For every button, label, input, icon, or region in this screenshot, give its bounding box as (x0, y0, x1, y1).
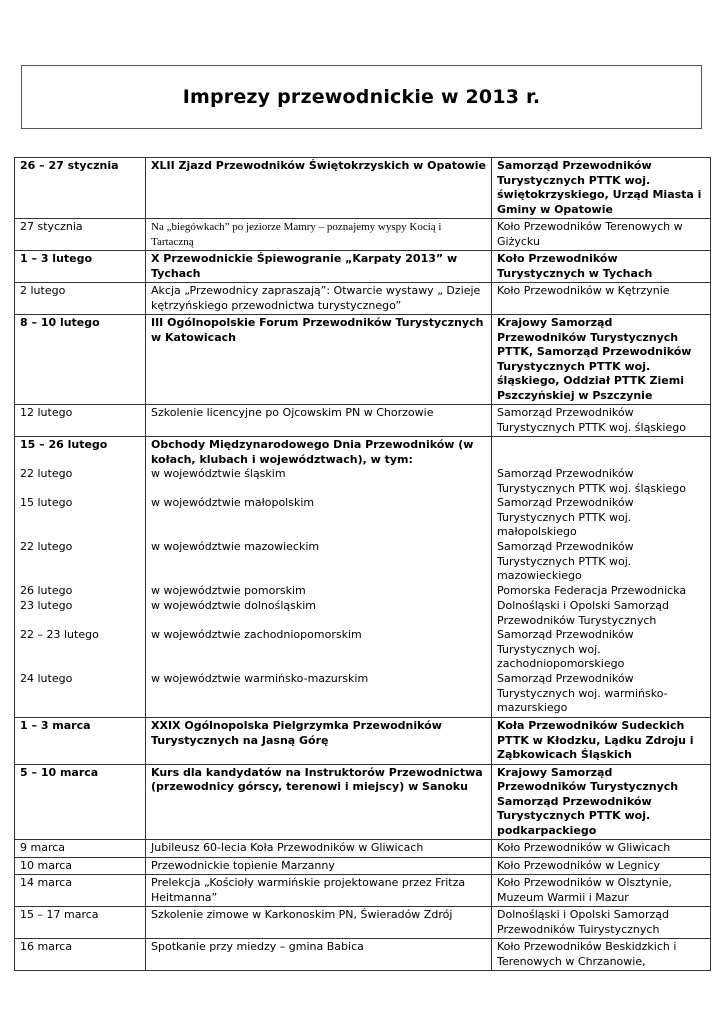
event-title: Przewodnickie topienie Marzanny (146, 857, 492, 875)
event-date: 26 – 27 stycznia (15, 158, 146, 219)
event-organizer: Samorząd Przewodników Turystycznych PTTK woj. mazowieckiego (497, 540, 634, 582)
title-box (21, 65, 702, 129)
sub-event: w województwie małopolskim (151, 496, 315, 509)
event-title: Spotkanie przy miedzy – gmina Babica (146, 939, 492, 971)
event-date: 14 marca (15, 875, 146, 907)
event-organizer: Koło Przewodników w Legnicy (492, 857, 711, 875)
table-row (15, 718, 711, 765)
event-title: Na „biegówkach” po jeziorze Mamry – poznajemy wyspy Kocią i Tartaczną (146, 219, 492, 251)
event-date: 9 marca (15, 840, 146, 858)
event-date: 5 – 10 marca (15, 764, 146, 840)
event-organizer: Koła Przewodników Sudeckich PTTK w Kłodzku, Lądku Zdroju i Ząbkowicach Śląskich (492, 718, 711, 765)
event-organizer: Koło Przewodników Turystycznych w Tychach (492, 251, 711, 283)
table-row (15, 875, 711, 907)
event-organizer: Samorząd Przewodników Turystycznych woj. zachodniopomorskiego (497, 628, 634, 670)
event-organizer: Samorząd Przewodników Turystycznych PTTK woj. śląskiego (492, 405, 711, 437)
sub-event: w województwie pomorskim (151, 584, 306, 597)
event-organizers-cell (492, 437, 711, 718)
event-title: Obchody Międzynarodowego Dnia Przewodników (w kołach, klubach i województwach), w tym: (151, 438, 474, 466)
sub-date: 15 lutego (20, 496, 73, 509)
event-date: 12 lutego (15, 405, 146, 437)
event-organizer: Krajowy Samorząd Przewodników Turystycznych Samorząd Przewodników Turystycznych PTTK woj. podkarpackiego (492, 764, 711, 840)
event-date: 1 – 3 lutego (15, 251, 146, 283)
event-date: 10 marca (15, 857, 146, 875)
sub-date: 22 lutego (20, 467, 73, 480)
event-date: 1 – 3 marca (15, 718, 146, 765)
table-row (15, 857, 711, 875)
event-date: 2 lutego (15, 283, 146, 315)
event-title: X Przewodnickie Śpiewogranie „Karpaty 2013” w Tychach (146, 251, 492, 283)
sub-date: 22 – 23 lutego (20, 628, 99, 641)
events-table (14, 157, 711, 971)
event-title: III Ogólnopolskie Forum Przewodników Turystycznych w Katowicach (146, 315, 492, 405)
event-date: 15 – 17 marca (15, 907, 146, 939)
event-title: Kurs dla kandydatów na Instruktorów Przewodnictwa (przewodnicy górscy, terenowi i miejscy) w Sanoku (146, 764, 492, 840)
event-title: Prelekcja „Kościoły warmińskie projektowane przez Fritza Heitmanna” (146, 875, 492, 907)
event-date: 8 – 10 lutego (15, 315, 146, 405)
event-date: 15 – 26 lutego (20, 438, 108, 451)
event-title: Szkolenie licencyjne po Ojcowskim PN w Chorzowie (146, 405, 492, 437)
sub-date: 24 lutego (20, 672, 73, 685)
table-row (15, 315, 711, 405)
sub-event: w województwie zachodniopomorskim (151, 628, 362, 641)
event-organizer: Koło Przewodników w Gliwicach (492, 840, 711, 858)
event-organizer: Samorząd Przewodników Turystycznych woj. warmińsko-mazurskiego (497, 672, 668, 714)
table-row (15, 907, 711, 939)
table-row-guide-day (15, 437, 711, 718)
event-organizer: Samorząd Przewodników Turystycznych PTTK woj. małopolskiego (497, 496, 634, 538)
event-organizer: Koło Przewodników Terenowych w Giżycku (492, 219, 711, 251)
event-organizer: Krajowy Samorząd Przewodników Turystycznych PTTK, Samorząd Przewodników Turystycznych PTTK woj. śląskiego, Oddział PTTK Ziemi Pszczyńskiej w Pszczynie (492, 315, 711, 405)
sub-date: 23 lutego (20, 599, 73, 612)
event-organizer: Koło Przewodników w Kętrzynie (492, 283, 711, 315)
table-row (15, 158, 711, 219)
event-organizer: Koło Przewodników w Olsztynie, Muzeum Warmii i Mazur (492, 875, 711, 907)
sub-event: w województwie dolnośląskim (151, 599, 317, 612)
sub-date: 22 lutego (20, 540, 73, 553)
page-title: Imprezy przewodnickie w 2013 r. (182, 86, 541, 108)
event-organizer: Dolnośląski i Opolski Samorząd Przewodników Turystycznych (497, 599, 669, 627)
table-row (15, 939, 711, 971)
table-row (15, 251, 711, 283)
table-row (15, 219, 711, 251)
event-dates-cell (15, 437, 146, 718)
event-title: XLII Zjazd Przewodników Świętokrzyskich w Opatowie (146, 158, 492, 219)
event-organizer: Samorząd Przewodników Turystycznych PTTK woj. śląskiego (497, 467, 686, 495)
event-title: XXIX Ogólnopolska Pielgrzymka Przewodników Turystycznych na Jasną Górę (146, 718, 492, 765)
event-titles-cell (146, 437, 492, 718)
sub-event: w województwie mazowieckim (151, 540, 320, 553)
sub-event: w województwie śląskim (151, 467, 286, 480)
event-date: 16 marca (15, 939, 146, 971)
event-organizer: Samorząd Przewodników Turystycznych PTTK woj. świętokrzyskiego, Urząd Miasta i Gminy w Opatowie (492, 158, 711, 219)
table-row (15, 840, 711, 858)
event-date: 27 stycznia (15, 219, 146, 251)
event-title: Jubileusz 60-lecia Koła Przewodników w Gliwicach (146, 840, 492, 858)
event-title: Akcja „Przewodnicy zapraszają”: Otwarcie wystawy „ Dzieje kętrzyńskiego przewodnictwa turystycznego” (146, 283, 492, 315)
table-row (15, 405, 711, 437)
sub-event: w województwie warmińsko-mazurskim (151, 672, 369, 685)
table-row (15, 283, 711, 315)
table-row (15, 764, 711, 840)
event-organizer: Dolnośląski i Opolski Samorząd Przewodników Tuirystycznych (492, 907, 711, 939)
event-organizer: Koło Przewodników Beskidzkich i Terenowych w Chrzanowie, (492, 939, 711, 971)
sub-date: 26 lutego (20, 584, 73, 597)
event-organizer: Pomorska Federacja Przewodnicka (497, 584, 687, 597)
event-title: Szkolenie zimowe w Karkonoskim PN, Świeradów Zdrój (146, 907, 492, 939)
